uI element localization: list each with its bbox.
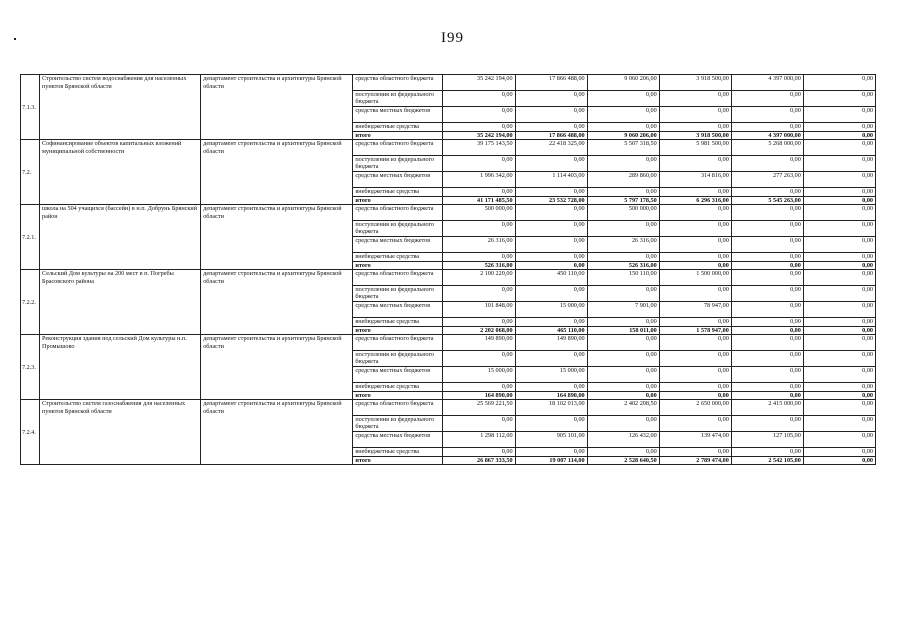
- funding-source-label: поступления из федерального бюджета: [353, 156, 443, 172]
- amount-cell: 26 867 333,50: [443, 457, 515, 465]
- amount-cell: 0,00: [803, 156, 875, 172]
- amount-cell: 289 860,00: [587, 172, 659, 188]
- budget-table: [20, 74, 876, 465]
- amount-cell: 0,00: [731, 188, 803, 197]
- amount-cell: 0,00: [731, 237, 803, 253]
- amount-cell: 0,00: [587, 188, 659, 197]
- amount-cell: 19 007 114,00: [515, 457, 587, 465]
- amount-cell: 0,00: [731, 221, 803, 237]
- amount-cell: 0,00: [731, 156, 803, 172]
- amount-cell: 905 101,00: [515, 432, 587, 448]
- amount-cell: 0,00: [443, 286, 515, 302]
- amount-cell: 0,00: [587, 123, 659, 132]
- amount-cell: 0,00: [803, 123, 875, 132]
- amount-cell: 0,00: [731, 392, 803, 400]
- responsible-department: департамент строительства и архитектуры Брянской области: [201, 140, 353, 205]
- amount-cell: 0,00: [731, 448, 803, 457]
- funding-source-label: внебюджетные средства: [353, 188, 443, 197]
- table-row: [21, 270, 876, 286]
- amount-cell: 0,00: [515, 318, 587, 327]
- item-name: Софинансирование объектов капитальных вложений муниципальной собственности: [40, 140, 201, 205]
- amount-cell: 0,00: [587, 318, 659, 327]
- amount-cell: 17 866 488,00: [515, 75, 587, 91]
- funding-source-label: итого: [353, 197, 443, 205]
- amount-cell: 26 316,00: [443, 237, 515, 253]
- amount-cell: 0,00: [443, 221, 515, 237]
- amount-cell: 0,00: [731, 351, 803, 367]
- amount-cell: 0,00: [515, 188, 587, 197]
- amount-cell: 0,00: [659, 221, 731, 237]
- item-code: 7.2.3.: [21, 335, 40, 400]
- item-code: 7.1.3.: [21, 75, 40, 140]
- amount-cell: 9 060 206,00: [587, 132, 659, 140]
- amount-cell: 0,00: [803, 351, 875, 367]
- amount-cell: 78 947,00: [659, 302, 731, 318]
- amount-cell: 7 901,00: [587, 302, 659, 318]
- page-number: I99: [441, 30, 464, 46]
- amount-cell: 0,00: [659, 448, 731, 457]
- amount-cell: 0,00: [803, 91, 875, 107]
- amount-cell: 0,00: [515, 286, 587, 302]
- amount-cell: 15 000,00: [515, 367, 587, 383]
- amount-cell: 15 000,00: [443, 367, 515, 383]
- amount-cell: 0,00: [803, 432, 875, 448]
- amount-cell: 0,00: [515, 107, 587, 123]
- amount-cell: 0,00: [443, 318, 515, 327]
- amount-cell: 0,00: [803, 400, 875, 416]
- amount-cell: 0,00: [803, 75, 875, 91]
- amount-cell: 5 981 500,00: [659, 140, 731, 156]
- amount-cell: 526 316,00: [587, 262, 659, 270]
- funding-source-label: средства областного бюджета: [353, 400, 443, 416]
- amount-cell: 0,00: [803, 140, 875, 156]
- amount-cell: 0,00: [443, 416, 515, 432]
- amount-cell: 500 000,00: [443, 205, 515, 221]
- amount-cell: 0,00: [659, 91, 731, 107]
- amount-cell: 0,00: [443, 156, 515, 172]
- amount-cell: 0,00: [443, 91, 515, 107]
- amount-cell: 2 415 000,00: [731, 400, 803, 416]
- funding-source-label: средства местных бюджетов: [353, 172, 443, 188]
- amount-cell: 0,00: [803, 237, 875, 253]
- amount-cell: 0,00: [659, 351, 731, 367]
- amount-cell: 150 110,00: [587, 270, 659, 286]
- amount-cell: 0,00: [659, 335, 731, 351]
- amount-cell: 2 542 105,00: [731, 457, 803, 465]
- table-row: [21, 335, 876, 351]
- amount-cell: 0,00: [587, 156, 659, 172]
- funding-source-label: итого: [353, 327, 443, 335]
- amount-cell: 22 418 325,00: [515, 140, 587, 156]
- funding-source-label: поступления из федерального бюджета: [353, 286, 443, 302]
- funding-source-label: средства областного бюджета: [353, 335, 443, 351]
- amount-cell: 0,00: [731, 286, 803, 302]
- amount-cell: 23 532 728,00: [515, 197, 587, 205]
- amount-cell: 5 507 318,50: [587, 140, 659, 156]
- amount-cell: 0,00: [659, 367, 731, 383]
- amount-cell: 0,00: [587, 392, 659, 400]
- funding-source-label: средства местных бюджетов: [353, 367, 443, 383]
- amount-cell: 15 000,00: [515, 302, 587, 318]
- funding-source-label: поступления из федерального бюджета: [353, 416, 443, 432]
- amount-cell: 0,00: [803, 221, 875, 237]
- amount-cell: 0,00: [803, 327, 875, 335]
- amount-cell: 0,00: [515, 351, 587, 367]
- amount-cell: 0,00: [803, 262, 875, 270]
- amount-cell: 0,00: [515, 253, 587, 262]
- amount-cell: 2 402 208,50: [587, 400, 659, 416]
- amount-cell: 0,00: [803, 392, 875, 400]
- amount-cell: 0,00: [659, 253, 731, 262]
- amount-cell: 0,00: [731, 416, 803, 432]
- amount-cell: 0,00: [731, 302, 803, 318]
- amount-cell: 0,00: [659, 205, 731, 221]
- funding-source-label: средства местных бюджетов: [353, 432, 443, 448]
- amount-cell: 4 397 000,00: [731, 75, 803, 91]
- item-name: школа на 504 учащихся (бассейн) в н.п. Добрунь Брянский район: [40, 205, 201, 270]
- amount-cell: 0,00: [659, 286, 731, 302]
- amount-cell: 5 268 000,00: [731, 140, 803, 156]
- amount-cell: 0,00: [731, 107, 803, 123]
- amount-cell: 0,00: [803, 197, 875, 205]
- amount-cell: 149 890,00: [515, 335, 587, 351]
- item-code: 7.2.4.: [21, 400, 40, 465]
- amount-cell: 0,00: [587, 335, 659, 351]
- responsible-department: департамент строительства и архитектуры Брянской области: [201, 335, 353, 400]
- funding-source-label: итого: [353, 457, 443, 465]
- amount-cell: 126 432,00: [587, 432, 659, 448]
- funding-source-label: внебюджетные средства: [353, 383, 443, 392]
- amount-cell: 1 500 000,00: [659, 270, 731, 286]
- amount-cell: 0,00: [731, 327, 803, 335]
- amount-cell: 0,00: [731, 367, 803, 383]
- amount-cell: 0,00: [803, 107, 875, 123]
- table-row: [21, 400, 876, 416]
- amount-cell: 0,00: [659, 383, 731, 392]
- amount-cell: 2 202 068,00: [443, 327, 515, 335]
- amount-cell: 277 263,00: [731, 172, 803, 188]
- amount-cell: 0,00: [515, 416, 587, 432]
- amount-cell: 0,00: [515, 91, 587, 107]
- amount-cell: 0,00: [731, 335, 803, 351]
- amount-cell: 314 816,00: [659, 172, 731, 188]
- amount-cell: 4 397 000,00: [731, 132, 803, 140]
- amount-cell: 0,00: [659, 416, 731, 432]
- amount-cell: 526 316,00: [443, 262, 515, 270]
- funding-source-label: внебюджетные средства: [353, 318, 443, 327]
- amount-cell: 25 569 221,50: [443, 400, 515, 416]
- item-code: 7.2.2.: [21, 270, 40, 335]
- amount-cell: 0,00: [587, 416, 659, 432]
- funding-source-label: внебюджетные средства: [353, 253, 443, 262]
- responsible-department: департамент строительства и архитектуры Брянской области: [201, 400, 353, 465]
- item-code: 7.2.1.: [21, 205, 40, 270]
- amount-cell: 164 890,00: [515, 392, 587, 400]
- amount-cell: 0,00: [803, 383, 875, 392]
- amount-cell: 0,00: [515, 123, 587, 132]
- item-name: Сельский Дом культуры на 200 мест в п. Погребы Брасовского района: [40, 270, 201, 335]
- amount-cell: 0,00: [803, 132, 875, 140]
- amount-cell: 0,00: [731, 318, 803, 327]
- amount-cell: 0,00: [803, 172, 875, 188]
- amount-cell: 0,00: [731, 205, 803, 221]
- amount-cell: 2 100 220,00: [443, 270, 515, 286]
- amount-cell: 0,00: [587, 351, 659, 367]
- amount-cell: 0,00: [587, 107, 659, 123]
- item-name: Строительство систем водоснабжения для населенных пунктов Брянской области: [40, 75, 201, 140]
- amount-cell: 0,00: [443, 448, 515, 457]
- amount-cell: 0,00: [515, 205, 587, 221]
- amount-cell: 9 060 206,00: [587, 75, 659, 91]
- amount-cell: 0,00: [587, 91, 659, 107]
- amount-cell: 139 474,00: [659, 432, 731, 448]
- amount-cell: 0,00: [803, 302, 875, 318]
- amount-cell: 39 175 143,50: [443, 140, 515, 156]
- amount-cell: 0,00: [803, 286, 875, 302]
- item-name: Строительство систем газоснабжения для населенных пунктов Брянской области: [40, 400, 201, 465]
- amount-cell: 0,00: [515, 221, 587, 237]
- amount-cell: 0,00: [731, 123, 803, 132]
- amount-cell: 500 000,00: [587, 205, 659, 221]
- amount-cell: 3 918 500,00: [659, 132, 731, 140]
- amount-cell: 2 789 474,00: [659, 457, 731, 465]
- amount-cell: 2 528 640,50: [587, 457, 659, 465]
- amount-cell: 0,00: [515, 448, 587, 457]
- amount-cell: 1 114 403,00: [515, 172, 587, 188]
- amount-cell: 465 110,00: [515, 327, 587, 335]
- funding-source-label: внебюджетные средства: [353, 123, 443, 132]
- amount-cell: 0,00: [515, 383, 587, 392]
- funding-source-label: средства областного бюджета: [353, 205, 443, 221]
- amount-cell: 5 545 263,00: [731, 197, 803, 205]
- amount-cell: 0,00: [443, 123, 515, 132]
- amount-cell: 0,00: [803, 253, 875, 262]
- amount-cell: 0,00: [587, 253, 659, 262]
- funding-source-label: средства областного бюджета: [353, 75, 443, 91]
- amount-cell: 5 797 178,50: [587, 197, 659, 205]
- amount-cell: 0,00: [515, 156, 587, 172]
- amount-cell: 3 918 500,00: [659, 75, 731, 91]
- amount-cell: 35 242 194,00: [443, 132, 515, 140]
- amount-cell: 0,00: [803, 335, 875, 351]
- amount-cell: 1 578 947,00: [659, 327, 731, 335]
- amount-cell: 0,00: [803, 457, 875, 465]
- amount-cell: 1 996 342,00: [443, 172, 515, 188]
- amount-cell: 0,00: [659, 188, 731, 197]
- amount-cell: 101 848,00: [443, 302, 515, 318]
- amount-cell: 17 866 488,00: [515, 132, 587, 140]
- amount-cell: 0,00: [731, 383, 803, 392]
- amount-cell: 0,00: [443, 351, 515, 367]
- amount-cell: 0,00: [803, 416, 875, 432]
- funding-source-label: средства областного бюджета: [353, 140, 443, 156]
- responsible-department: департамент строительства и архитектуры Брянской области: [201, 75, 353, 140]
- amount-cell: 6 296 316,00: [659, 197, 731, 205]
- funding-source-label: итого: [353, 262, 443, 270]
- amount-cell: 0,00: [443, 253, 515, 262]
- amount-cell: 127 105,00: [731, 432, 803, 448]
- amount-cell: 0,00: [587, 383, 659, 392]
- amount-cell: 0,00: [731, 262, 803, 270]
- funding-source-label: итого: [353, 392, 443, 400]
- funding-source-label: поступления из федерального бюджета: [353, 221, 443, 237]
- funding-source-label: поступления из федерального бюджета: [353, 91, 443, 107]
- scan-speck: [14, 38, 16, 40]
- amount-cell: 0,00: [659, 123, 731, 132]
- amount-cell: 0,00: [515, 237, 587, 253]
- table-row: [21, 75, 876, 91]
- amount-cell: 0,00: [803, 205, 875, 221]
- amount-cell: 0,00: [803, 318, 875, 327]
- item-name: Реконструкция здания под сельский Дом культуры н.п. Промышово: [40, 335, 201, 400]
- amount-cell: 0,00: [587, 221, 659, 237]
- amount-cell: 0,00: [659, 156, 731, 172]
- amount-cell: 0,00: [443, 188, 515, 197]
- amount-cell: 26 316,00: [587, 237, 659, 253]
- amount-cell: 2 650 000,00: [659, 400, 731, 416]
- funding-source-label: поступления из федерального бюджета: [353, 351, 443, 367]
- amount-cell: 0,00: [659, 237, 731, 253]
- amount-cell: 0,00: [731, 253, 803, 262]
- amount-cell: 0,00: [443, 383, 515, 392]
- amount-cell: 0,00: [587, 286, 659, 302]
- amount-cell: 0,00: [659, 392, 731, 400]
- responsible-department: департамент строительства и архитектуры Брянской области: [201, 205, 353, 270]
- amount-cell: 450 110,00: [515, 270, 587, 286]
- amount-cell: 35 242 194,00: [443, 75, 515, 91]
- amount-cell: 0,00: [659, 107, 731, 123]
- table-row: [21, 140, 876, 156]
- funding-source-label: итого: [353, 132, 443, 140]
- amount-cell: 0,00: [515, 262, 587, 270]
- amount-cell: 1 298 112,00: [443, 432, 515, 448]
- amount-cell: 0,00: [587, 367, 659, 383]
- responsible-department: департамент строительства и архитектуры Брянской области: [201, 270, 353, 335]
- amount-cell: 0,00: [803, 448, 875, 457]
- item-code: 7.2.: [21, 140, 40, 205]
- amount-cell: 41 171 485,50: [443, 197, 515, 205]
- funding-source-label: средства областного бюджета: [353, 270, 443, 286]
- table-row: [21, 205, 876, 221]
- amount-cell: 0,00: [587, 448, 659, 457]
- amount-cell: 0,00: [803, 367, 875, 383]
- funding-source-label: средства местных бюджетов: [353, 237, 443, 253]
- amount-cell: 164 890,00: [443, 392, 515, 400]
- amount-cell: 0,00: [659, 318, 731, 327]
- funding-source-label: средства местных бюджетов: [353, 302, 443, 318]
- amount-cell: 0,00: [803, 270, 875, 286]
- amount-cell: 18 102 013,00: [515, 400, 587, 416]
- amount-cell: 0,00: [803, 188, 875, 197]
- funding-source-label: средства местных бюджетов: [353, 107, 443, 123]
- amount-cell: 0,00: [731, 270, 803, 286]
- amount-cell: 158 011,00: [587, 327, 659, 335]
- amount-cell: 149 890,00: [443, 335, 515, 351]
- funding-source-label: внебюджетные средства: [353, 448, 443, 457]
- amount-cell: 0,00: [659, 262, 731, 270]
- amount-cell: 0,00: [443, 107, 515, 123]
- amount-cell: 0,00: [731, 91, 803, 107]
